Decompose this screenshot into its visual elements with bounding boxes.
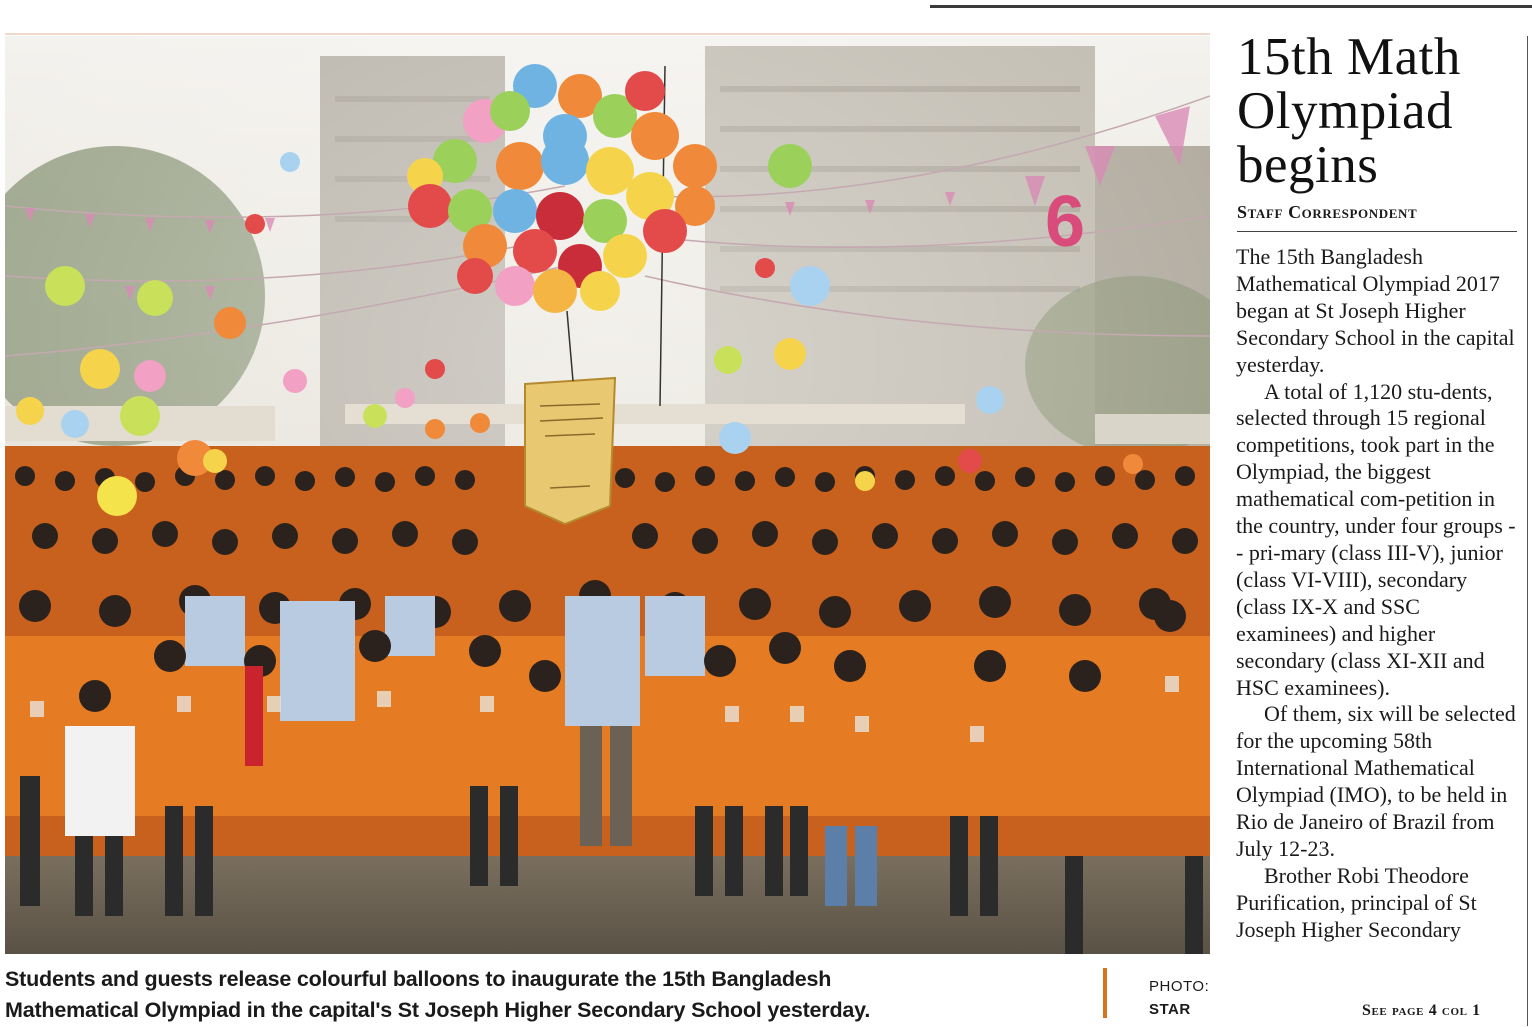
caption-line-1: Students and guests release colourful balloons to inaugurate the 15th Bangladesh <box>5 967 832 991</box>
caption-line-2: Mathematical Olympiad in the capital's St Joseph Higher Secondary School yesterday. <box>5 998 871 1022</box>
headline-line-2: Olympiad <box>1237 82 1453 140</box>
article-paragraph-1: The 15th Bangladesh Mathematical Olympiad 2017 began at St Joseph Higher Secondary School in the capital yesterday. <box>1236 244 1515 377</box>
news-photo <box>5 36 1210 954</box>
top-rule <box>930 5 1532 8</box>
byline: Staff Correspondent <box>1237 202 1418 222</box>
headline-line-1: 15th Math <box>1237 28 1461 86</box>
caption-accent-bar <box>1103 968 1107 1018</box>
photo-credit <box>1149 975 1209 1021</box>
photo-credit-label: PHOTO: <box>1149 978 1210 995</box>
photo-caption <box>5 964 1095 1026</box>
article-paragraph-3: Of them, six will be selected for the upcoming 58th International Mathematical Olympiad (IMO), to be held in Rio de Janeiro of Brazil from July 12-23. <box>1236 701 1516 861</box>
balloon-release-photo <box>5 36 1210 954</box>
article-body <box>1236 244 1521 944</box>
column-rule <box>1527 36 1528 1026</box>
svg-text:6: 6 <box>1045 182 1086 262</box>
article-paragraph-2: A total of 1,120 stu-dents, selected through 15 regional competitions, took part in the Olympiad, the biggest mathematical com-petition in the country, under four groups -- pri-mary (class III-V), junior (class VI-VIII), secondary (class IX-X and SSC examinees) and higher secondary (class XI-XII and HSC examinees). <box>1236 378 1516 700</box>
photo-credit-source: STAR <box>1149 1001 1191 1018</box>
byline-rule <box>1237 231 1517 232</box>
continuation-link[interactable]: See page 4 col 1 <box>1362 1002 1481 1019</box>
headline-line-3: begins <box>1237 136 1379 194</box>
photo-top-rule <box>5 33 1210 35</box>
article-paragraph-4: Brother Robi Theodore Purification, principal of St Joseph Higher Secondary <box>1236 862 1477 942</box>
headline <box>1237 30 1522 192</box>
